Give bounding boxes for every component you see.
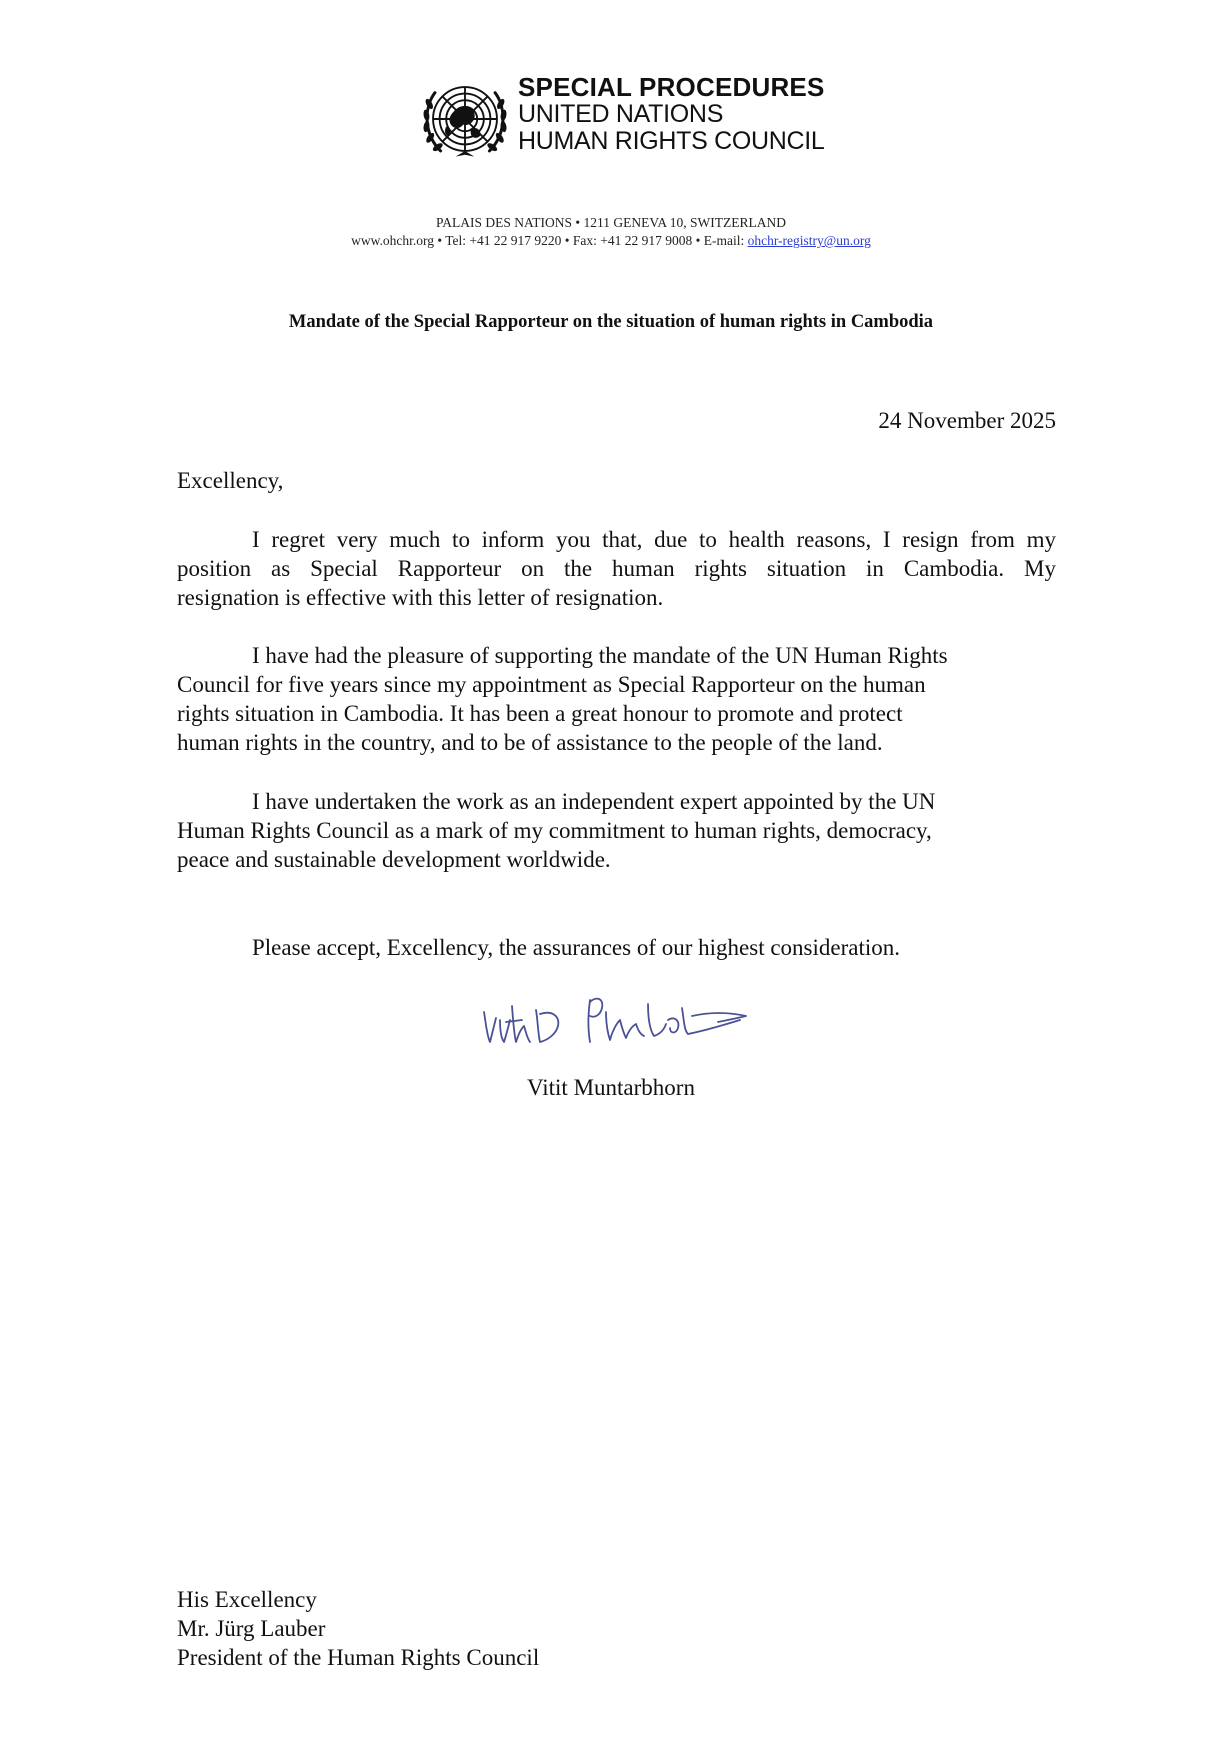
letterhead-logo [418,72,825,167]
contact-details: www.ohchr.org • Tel: +41 22 917 9220 • Fax: +41 22 917 9008 • E-mail: [351,233,748,248]
salutation: Excellency, [177,468,284,493]
letterhead-special-procedures: SPECIAL PROCEDURES [518,72,825,102]
signer-name: Vitit Muntarbhorn [527,1075,695,1100]
paragraph-line: resignation is effective with this letter of resignation. [177,585,664,610]
addressee-title: His Excellency [177,1587,317,1612]
letterhead-united-nations: UNITED NATIONS [518,100,724,128]
letter-date: 24 November 2025 [878,408,1056,433]
paragraph-line: I have undertaken the work as an independent expert appointed by the UN [252,789,936,814]
paragraph-line: position as Special Rapporteur on the human rights situation in Cambodia. My [177,556,1056,581]
letterhead-address: PALAIS DES NATIONS • 1211 GENEVA 10, SWITZERLAND [436,215,786,230]
closing-line: Please accept, Excellency, the assurances of our highest consideration. [252,935,901,960]
letterhead-human-rights-council: HUMAN RIGHTS COUNCIL [518,127,825,155]
paragraph-line: Human Rights Council as a mark of my commitment to human rights, democracy, [177,818,932,843]
letterhead-contact [0,233,1222,249]
addressee-name: Mr. Jürg Lauber [177,1616,326,1641]
paragraph-line: peace and sustainable development worldwide. [177,847,611,872]
paragraph-line: rights situation in Cambodia. It has been a great honour to promote and protect [177,701,903,726]
letterhead-text [518,74,825,155]
paragraph-line: human rights in the country, and to be of assistance to the people of the land. [177,730,883,755]
mandate-title: Mandate of the Special Rapporteur on the situation of human rights in Cambodia [288,312,934,332]
paragraph-line: I regret very much to inform you that, due to health reasons, I resign from my [252,527,1056,552]
paragraph-3 [177,787,1056,874]
paragraph-line: Council for five years since my appointment as Special Rapporteur on the human [177,672,926,697]
handwritten-signature [478,990,753,1055]
email-link[interactable]: ohchr-registry@un.org [747,233,871,248]
paragraph-1 [177,525,1056,612]
paragraph-line: I have had the pleasure of supporting the mandate of the UN Human Rights [252,643,948,668]
paragraph-2 [177,641,1056,757]
addressee-block [177,1585,539,1672]
addressee-position: President of the Human Rights Council [177,1645,540,1670]
un-emblem-icon [418,72,512,166]
